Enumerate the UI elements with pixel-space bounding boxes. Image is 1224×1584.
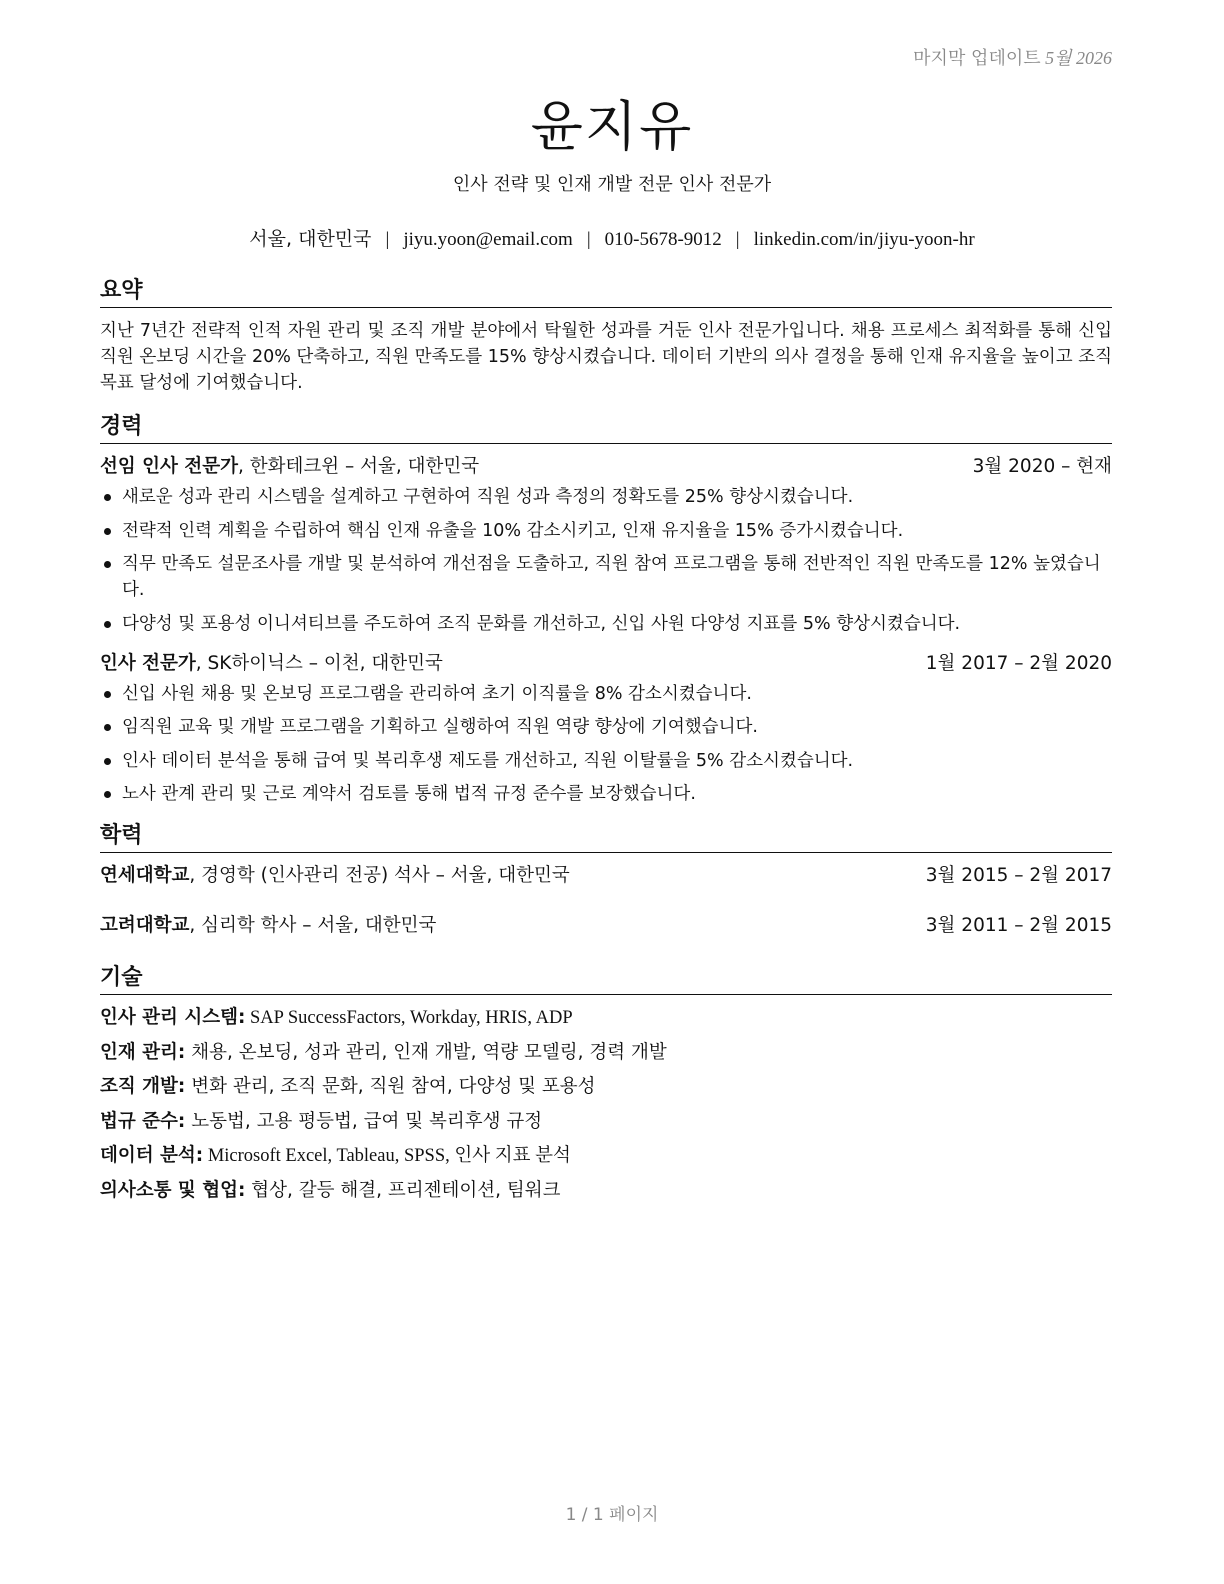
- job-title: 인사 전문가: [100, 652, 196, 674]
- contact-email[interactable]: jiyu.yoon@email.com: [403, 229, 573, 250]
- job-org: , SK하이닉스 – 이천, 대한민국: [195, 652, 443, 674]
- contact-location: 서울, 대한민국: [249, 228, 372, 250]
- job-header: [100, 454, 1112, 480]
- skill-items: 변화 관리, 조직 문화, 직원 참여, 다양성 및 포용성: [185, 1076, 596, 1098]
- contact-separator: |: [735, 229, 740, 250]
- skill-items: 협상, 갈등 해결, 프리젠테이션, 팀워크: [245, 1179, 561, 1201]
- skill-row: [100, 1074, 1112, 1100]
- last-updated-label: 마지막 업데이트: [913, 48, 1041, 69]
- skill-items: 채용, 온보딩, 성과 관리, 인재 개발, 역량 모델링, 경력 개발: [185, 1041, 667, 1063]
- education-entry: [100, 913, 1112, 939]
- job-role: [100, 651, 443, 677]
- page-footer: 1 / 1 페이지: [565, 1505, 659, 1525]
- candidate-name: 윤지유: [530, 95, 694, 158]
- job-org: , 한화테크윈 – 서울, 대한민국: [237, 456, 480, 477]
- skill-category: 의사소통 및 협업:: [100, 1179, 246, 1201]
- job-header: [100, 651, 1112, 677]
- job-bullet: 임직원 교육 및 개발 프로그램을 기획하고 실행하여 직원 역량 향상에 기여했습니다.: [122, 714, 1112, 740]
- contact-separator: |: [586, 229, 591, 250]
- job-bullet: 직무 만족도 설문조사를 개발 및 분석하여 개선점을 도출하고, 직원 참여 프로그램을 통해 전반적인 직원 만족도를 12% 높였습니다.: [122, 551, 1112, 603]
- job-bullet: 신입 사원 채용 및 온보딩 프로그램을 관리하여 초기 이직률을 8% 감소시켰습니다.: [122, 681, 1112, 707]
- skill-category: 법규 준수:: [100, 1110, 186, 1132]
- job-bullet: 새로운 성과 관리 시스템을 설계하고 구현하여 직원 성과 측정의 정확도를 25% 향상시켰습니다.: [122, 484, 1112, 510]
- last-updated-month: 5월: [1045, 48, 1072, 68]
- job-bullet: 전략적 인력 계획을 수립하여 핵심 인재 유출을 10% 감소시키고, 인재 유지율을 15% 증가시켰습니다.: [122, 518, 1112, 544]
- contact-line: [0, 224, 1224, 251]
- section-title-experience: 경력: [100, 412, 1112, 444]
- job-title: 선임 인사 전문가: [100, 456, 238, 477]
- job-dates: 1월 2017 – 2월 2020: [925, 652, 1112, 674]
- summary-text: 지난 7년간 전략적 인적 자원 관리 및 조직 개발 분야에서 탁월한 성과를 거둔 인사 전문가입니다. 채용 프로세스 최적화를 통해 신입 직원 온보딩 시간을 20% 단축하고, 직원 만족도를 15% 향상시켰습니다. 데이터 기반의 의사 결정을 통해 인재 유지율을 높이고 조직 목표 달성에 기여했습니다.: [100, 321, 1112, 393]
- education-dates: 3월 2011 – 2월 2015: [925, 915, 1112, 936]
- skill-row: [100, 1143, 1112, 1169]
- education-degree: [100, 913, 436, 939]
- skill-category: 조직 개발:: [100, 1076, 186, 1098]
- job-entry: [100, 454, 1112, 637]
- job-bullet: 다양성 및 포용성 이니셔티브를 주도하여 조직 문화를 개선하고, 신입 사원 다양성 지표를 5% 향상시켰습니다.: [122, 611, 1112, 637]
- skill-items: SAP SuccessFactors, Workday, HRIS, ADP: [245, 1008, 573, 1028]
- tagline: 인사 전략 및 인재 개발 전문 인사 전문가: [452, 174, 772, 195]
- resume-body: [100, 276, 1112, 1213]
- section-title-summary: 요약: [100, 276, 1112, 308]
- education-dates: 3월 2015 – 2월 2017: [925, 865, 1112, 886]
- skill-row: [100, 1109, 1112, 1135]
- skill-row: [100, 1005, 1112, 1031]
- skill-row: [100, 1178, 1112, 1204]
- skill-items: 노동법, 고용 평등법, 급여 및 복리후생 규정: [185, 1110, 543, 1132]
- last-updated: [913, 44, 1112, 70]
- education-entry: [100, 863, 1112, 889]
- skill-category: 인재 관리:: [100, 1041, 186, 1063]
- skill-category: 데이터 분석:: [100, 1145, 204, 1167]
- job-bullets: [100, 681, 1112, 808]
- contact-separator: |: [385, 229, 390, 250]
- skill-items: Microsoft Excel, Tableau, SPSS, 인사 지표 분석: [203, 1146, 571, 1167]
- education-detail: , 심리학 학사 – 서울, 대한민국: [189, 915, 437, 936]
- education-degree: [100, 863, 570, 889]
- skill-row: [100, 1040, 1112, 1066]
- contact-phone: 010-5678-9012: [604, 229, 722, 250]
- education-school: 고려대학교: [100, 915, 190, 936]
- education-detail: , 경영학 (인사관리 전공) 석사 – 서울, 대한민국: [189, 865, 570, 886]
- job-role: [100, 454, 479, 480]
- education-school: 연세대학교: [100, 865, 190, 886]
- job-bullet: 노사 관계 관리 및 근로 계약서 검토를 통해 법적 규정 준수를 보장했습니다.: [122, 781, 1112, 807]
- job-entry: [100, 651, 1112, 808]
- job-dates: 3월 2020 – 현재: [972, 456, 1112, 477]
- section-title-skills: 기술: [100, 963, 1112, 995]
- skill-category: 인사 관리 시스템:: [100, 1007, 246, 1028]
- job-bullets: [100, 484, 1112, 637]
- job-bullet: 인사 데이터 분석을 통해 급여 및 복리후생 제도를 개선하고, 직원 이탈률을 5% 감소시켰습니다.: [122, 748, 1112, 774]
- last-updated-year: 2026: [1076, 48, 1112, 68]
- section-title-education: 학력: [100, 821, 1112, 853]
- contact-linkedin[interactable]: linkedin.com/in/jiyu-yoon-hr: [753, 229, 975, 250]
